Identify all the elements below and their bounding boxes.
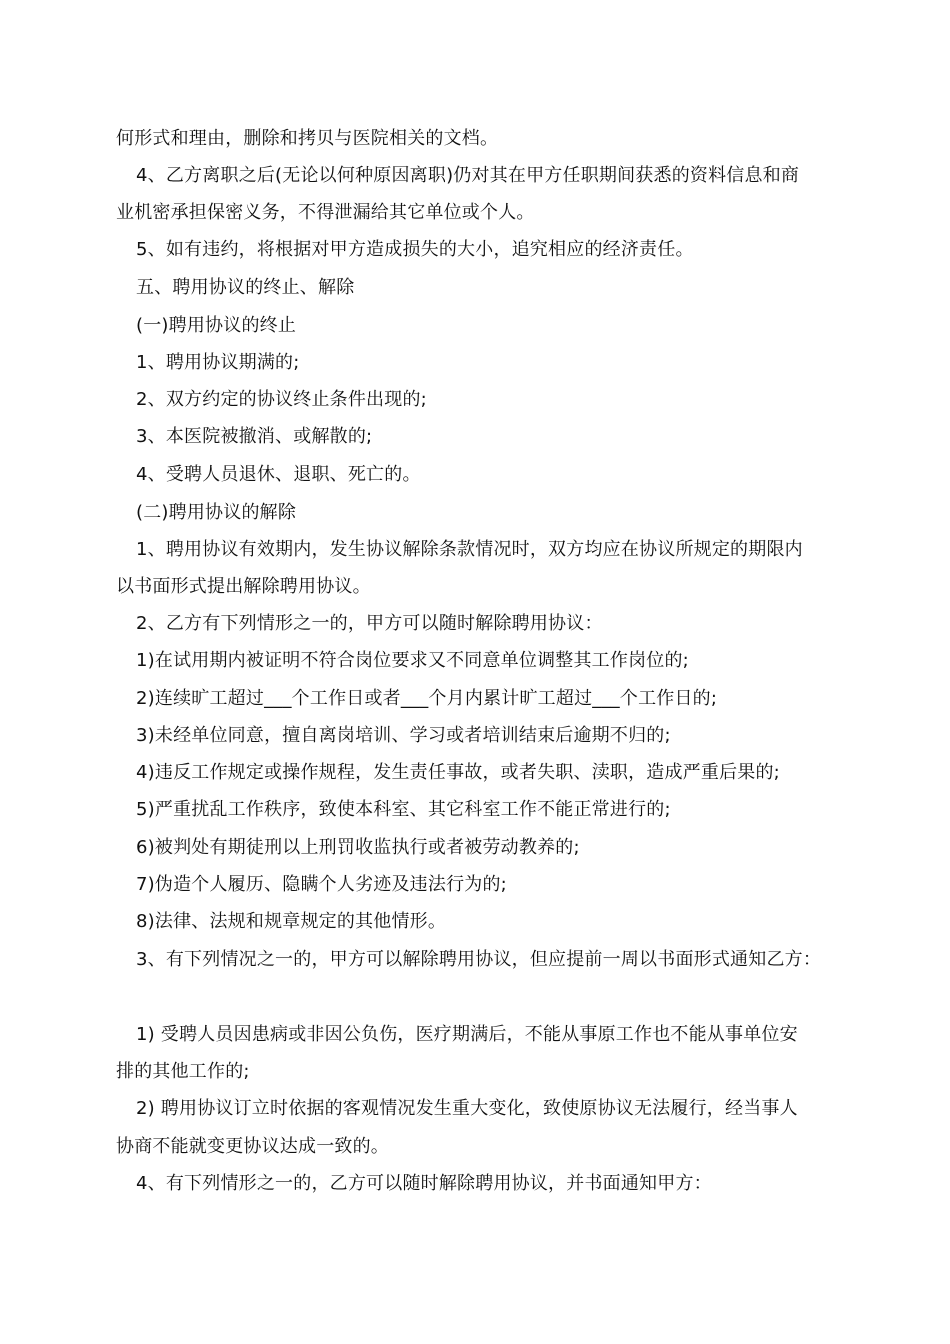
list-item: 6)被判处有期徒刑以上刑罚收监执行或者被劳动教养的;: [136, 837, 580, 858]
list-item: 2、双方约定的协议终止条件出现的;: [136, 389, 427, 410]
paragraph-line: 何形式和理由，删除和拷贝与医院相关的文档。: [116, 128, 499, 149]
list-item: 2) 聘用协议订立时依据的客观情况发生重大变化，致使原协议无法履行，经当事人: [136, 1098, 798, 1119]
list-item: 2、乙方有下列情形之一的，甲方可以随时解除聘用协议：: [136, 613, 603, 634]
subsection-heading: (一)聘用协议的终止: [136, 315, 297, 336]
paragraph-line: 业机密承担保密义务，不得泄漏给其它单位或个人。: [116, 202, 535, 223]
paragraph-line: 排的其他工作的;: [116, 1061, 250, 1082]
list-item: 4、有下列情形之一的，乙方可以随时解除聘用协议，并书面通知甲方：: [136, 1173, 712, 1194]
paragraph-line: 5、如有违约，将根据对甲方造成损失的大小，追究相应的经济责任。: [136, 239, 694, 260]
list-item: 1、聘用协议期满的;: [136, 352, 300, 373]
section-heading: 五、聘用协议的终止、解除: [136, 277, 355, 298]
list-item: 3、本医院被撤消、或解散的;: [136, 426, 373, 447]
paragraph-line: 协商不能就变更协议达成一致的。: [116, 1136, 389, 1157]
list-item: 1) 受聘人员因患病或非因公负伤，医疗期满后，不能从事原工作也不能从事单位安: [136, 1024, 798, 1045]
list-item: 2)连续旷工超过___个工作日或者___个月内累计旷工超过___个工作日的;: [136, 688, 718, 709]
list-item: 4)违反工作规定或操作规程，发生责任事故，或者失职、渎职，造成严重后果的;: [136, 762, 780, 783]
paragraph-line: 4、乙方离职之后(无论以何种原因离职)仍对其在甲方任职期间获悉的资料信息和商: [136, 165, 800, 186]
list-item: 5)严重扰乱工作秩序，致使本科室、其它科室工作不能正常进行的;: [136, 799, 671, 820]
list-item: 3、有下列情况之一的，甲方可以解除聘用协议，但应提前一周以书面形式通知乙方：: [136, 949, 822, 970]
list-item: 1、聘用协议有效期内，发生协议解除条款情况时，双方均应在协议所规定的期限内: [136, 539, 803, 560]
list-item: 4、受聘人员退休、退职、死亡的。: [136, 464, 421, 485]
list-item: 7)伪造个人履历、隐瞒个人劣迹及违法行为的;: [136, 874, 507, 895]
paragraph-line: 以书面形式提出解除聘用协议。: [116, 576, 371, 597]
list-item: 8)法律、法规和规章规定的其他情形。: [136, 911, 447, 932]
subsection-heading: (二)聘用协议的解除: [136, 502, 297, 523]
list-item: 1)在试用期内被证明不符合岗位要求又不同意单位调整其工作岗位的;: [136, 650, 689, 671]
list-item: 3)未经单位同意，擅自离岗培训、学习或者培训结束后逾期不归的;: [136, 725, 671, 746]
